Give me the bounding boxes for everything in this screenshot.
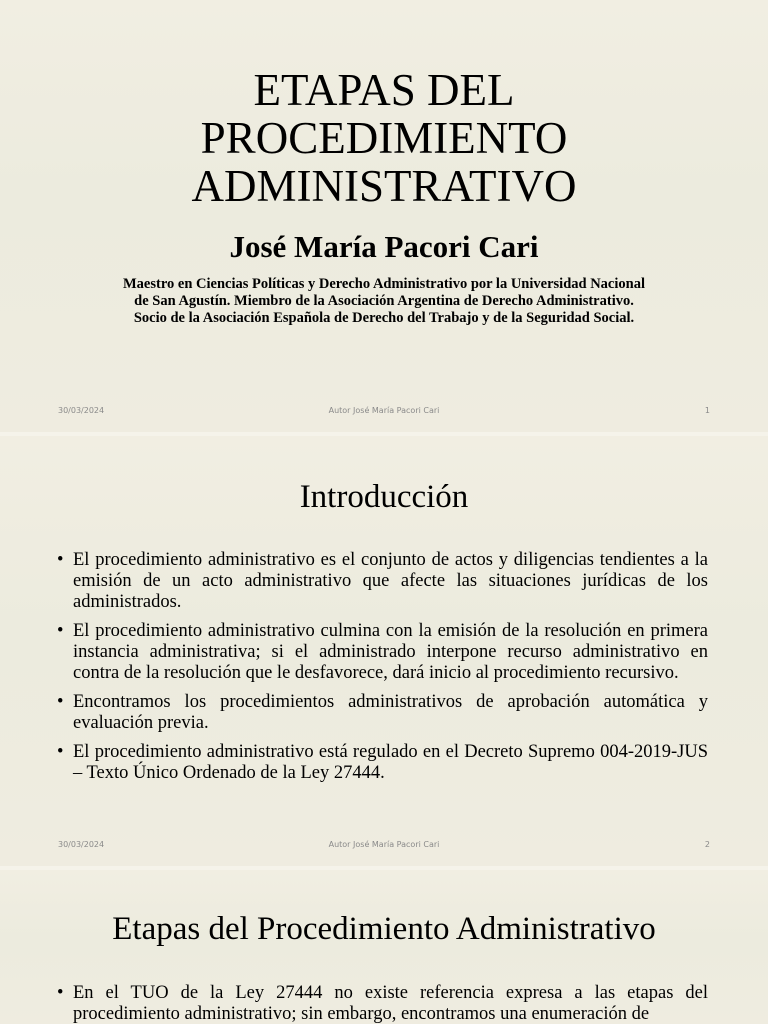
- slide-1: [0, 0, 768, 432]
- slide-2-title: Introducción: [299, 479, 469, 515]
- bullet-text: El procedimiento administrativo culmina con la emisión de la resolución en primera instancia administrativa; si el administrado interpone recurso administrativo en contra de la resolución que le desfavorece, dará inicio al procedimiento recursivo.: [73, 621, 708, 683]
- footer-page-number: 2: [704, 840, 710, 849]
- footer-page-number: 1: [704, 406, 710, 415]
- bullet-icon: •: [57, 742, 64, 762]
- footer-date: 30/03/2024: [58, 840, 105, 849]
- bullet-list: [56, 983, 708, 1024]
- bullet-text: En el TUO de la Ley 27444 no existe referencia expresa a las etapas del procedimiento administrativo; sin embargo, encontramos una enumeración de: [73, 983, 708, 1024]
- bullet-text: Encontramos los procedimientos administrativos de aprobación automática y evaluación previa.: [73, 692, 708, 733]
- slide-3-title: Etapas del Procedimiento Administrativo: [112, 911, 656, 947]
- list-item: [56, 983, 708, 1024]
- list-item: [56, 621, 708, 684]
- slide-1-title: [0, 66, 768, 210]
- footer-author: Autor José María Pacori Cari: [328, 406, 440, 415]
- bullet-icon: •: [57, 621, 64, 641]
- list-item: [56, 742, 708, 784]
- bullet-list: [56, 550, 708, 792]
- title-line: PROCEDIMIENTO: [200, 113, 568, 163]
- bio-line: de San Agustín. Miembro de la Asociación Argentina de Derecho Administrativo.: [134, 293, 634, 309]
- title-line: ETAPAS DEL: [253, 65, 515, 115]
- bio-line: Maestro en Ciencias Políticas y Derecho Administrativo por la Universidad Nacional: [123, 276, 645, 292]
- slide-3: [0, 870, 768, 1024]
- footer-date: 30/03/2024: [58, 406, 105, 415]
- author-bio: [0, 276, 768, 327]
- list-item: [56, 692, 708, 734]
- footer-author: Autor José María Pacori Cari: [328, 840, 440, 849]
- slide-2: [0, 436, 768, 866]
- bullet-icon: •: [57, 692, 64, 712]
- list-item: [56, 550, 708, 613]
- bio-line: Socio de la Asociación Española de Derecho del Trabajo y de la Seguridad Social.: [133, 310, 635, 326]
- bullet-text: El procedimiento administrativo está regulado en el Decreto Supremo 004-2019-JUS – Texto Único Ordenado de la Ley 27444.: [73, 742, 708, 783]
- bullet-text: El procedimiento administrativo es el conjunto de actos y diligencias tendientes a la emisión de un acto administrativo que afecte las situaciones jurídicas de los administrados.: [73, 550, 708, 612]
- title-line: ADMINISTRATIVO: [191, 161, 577, 211]
- bullet-icon: •: [57, 983, 64, 1003]
- bullet-icon: •: [57, 550, 64, 570]
- author-name: José María Pacori Cari: [229, 229, 539, 264]
